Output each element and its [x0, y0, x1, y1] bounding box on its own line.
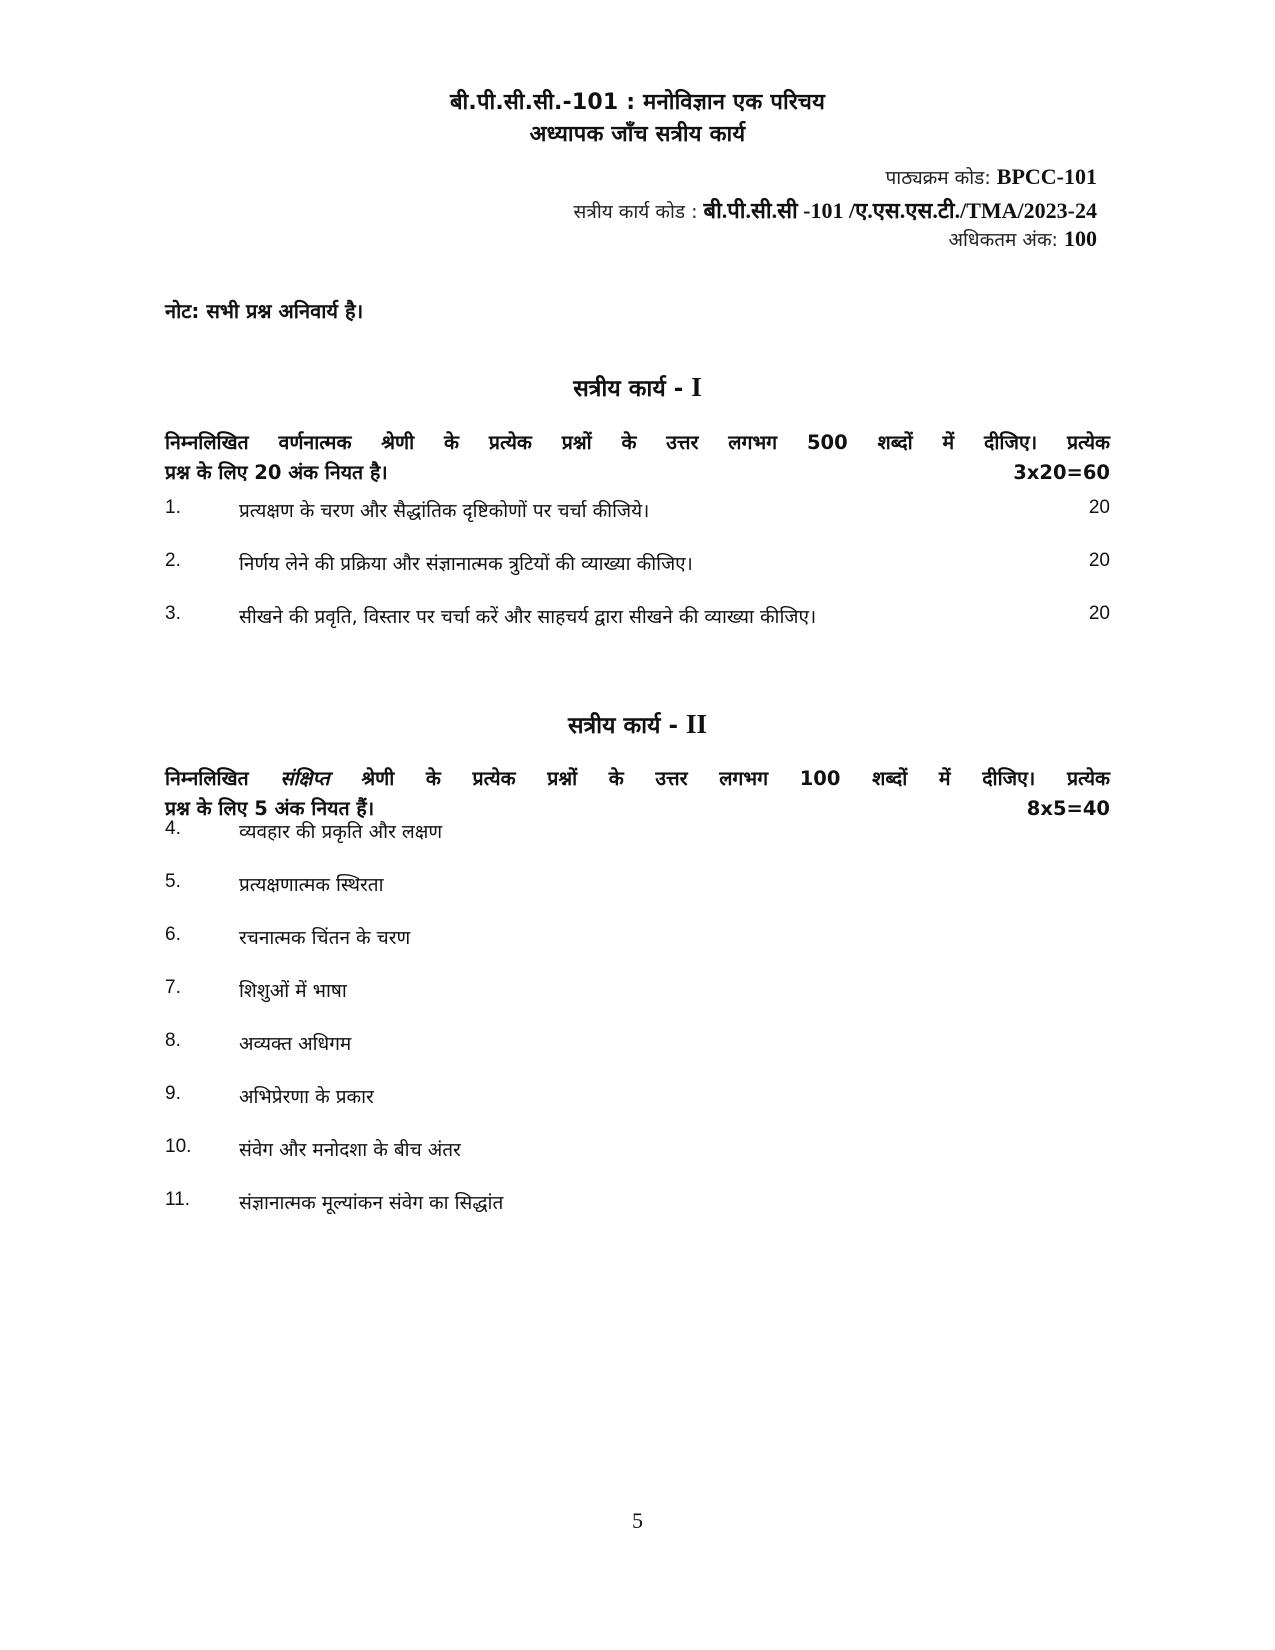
question-row: [165, 1189, 1110, 1215]
instruction-post: श्रेणी के प्रत्येक प्रश्नों के उत्तर लगभग 100 शब्दों में दीजिए। प्रत्येक: [361, 767, 1110, 790]
instruction-line-1: [165, 764, 1110, 794]
assignment-code-label: सत्रीय कार्य कोड :: [573, 201, 698, 223]
question-marks: 20: [1088, 603, 1110, 624]
document-subtitle: अध्यापक जाँच सत्रीय कार्य: [529, 122, 746, 147]
section-heading-text: सत्रीय कार्य -: [573, 376, 684, 402]
section-total: 3x20=60: [1013, 461, 1110, 484]
question-number: 10.: [165, 1136, 192, 1157]
assignment-code-value: बी.पी.सी.सी -101 /ए.एस.एस.टी./TMA/2023-24: [703, 198, 1097, 223]
question-row: [165, 924, 1110, 950]
question-text: प्रत्यक्षण के चरण और सैद्धांतिक दृष्टिकोणों पर चर्चा कीजिये।: [239, 500, 650, 522]
question-number: 6.: [165, 924, 181, 945]
assignment-code: [573, 195, 1097, 225]
question-row: [165, 603, 1110, 629]
instruction-emphasis: संक्षिप्त: [280, 767, 330, 790]
section-heading-text: सत्रीय कार्य -: [567, 713, 679, 739]
section-roman: I: [691, 372, 702, 402]
question-text: प्रत्यक्षणात्मक स्थिरता: [239, 874, 384, 896]
instruction-line-1: निम्नलिखित वर्णनात्मक श्रेणी के प्रत्येक प्रश्नों के उत्तर लगभग 500 शब्दों में दीजिए। प्रत्येक: [165, 431, 1110, 454]
question-text: शिशुओं में भाषा: [239, 980, 347, 1002]
document-title: बी.पी.सी.सी.-101 : मनोविज्ञान एक परिचय: [449, 90, 826, 115]
instruction-line-2: [165, 458, 1110, 488]
max-marks: [948, 226, 1097, 252]
question-text: व्यवहार की प्रकृति और लक्षण: [239, 821, 443, 843]
course-code-value: BPCC-101: [996, 164, 1097, 189]
question-text: संज्ञानात्मक मूल्यांकन संवेग का सिद्धांत: [239, 1192, 504, 1214]
question-number: 7.: [165, 977, 181, 998]
question-row: [165, 871, 1110, 897]
page-number: 5: [632, 1508, 643, 1533]
question-number: 8.: [165, 1030, 181, 1051]
section-heading-2: [0, 708, 1275, 740]
question-row: [165, 1083, 1110, 1109]
question-row: [165, 1030, 1110, 1056]
question-row: [165, 818, 1110, 844]
question-number: 11.: [165, 1189, 191, 1210]
note: नोट: सभी प्रश्न अनिवार्य है।: [165, 299, 364, 323]
instruction-line-2-text: प्रश्न के लिए 20 अंक नियत है।: [165, 461, 388, 484]
section-heading-1: [0, 371, 1275, 403]
max-marks-value: 100: [1064, 226, 1097, 251]
instruction-line-2-text: प्रश्न के लिए 5 अंक नियत हैं।: [165, 797, 375, 820]
question-row: [165, 550, 1110, 576]
question-text: अव्यक्त अधिगम: [239, 1033, 352, 1055]
question-number: 2.: [165, 550, 181, 571]
course-code-label: पाठ्यक्रम कोड:: [885, 167, 991, 189]
question-text: रचनात्मक चिंतन के चरण: [239, 927, 411, 949]
question-number: 9.: [165, 1083, 181, 1104]
question-text: निर्णय लेने की प्रक्रिया और संज्ञानात्मक त्रुटियों की व्याख्या कीजिए।: [239, 553, 693, 575]
question-marks: 20: [1088, 550, 1110, 571]
question-row: [165, 497, 1110, 523]
question-row: [165, 1136, 1110, 1162]
section-total: 8x5=40: [1026, 797, 1110, 820]
question-row: [165, 977, 1110, 1003]
instruction-pre: निम्नलिखित: [165, 767, 249, 790]
max-marks-label: अधिकतम अंक:: [948, 229, 1058, 251]
question-text: सीखने की प्रवृति, विस्तार पर चर्चा करें और साहचर्य द्वारा सीखने की व्याख्या कीजिए।: [239, 606, 817, 628]
question-number: 4.: [165, 818, 181, 839]
section-instruction-2: [165, 764, 1110, 824]
question-text: संवेग और मनोदशा के बीच अंतर: [239, 1139, 461, 1161]
question-text: अभिप्रेरणा के प्रकार: [239, 1086, 374, 1108]
course-code: [885, 164, 1097, 190]
section-roman: II: [686, 709, 708, 739]
section-instruction-1: [165, 428, 1110, 488]
question-number: 5.: [165, 871, 181, 892]
question-marks: 20: [1088, 497, 1110, 518]
question-number: 1.: [165, 497, 181, 518]
question-number: 3.: [165, 603, 181, 624]
